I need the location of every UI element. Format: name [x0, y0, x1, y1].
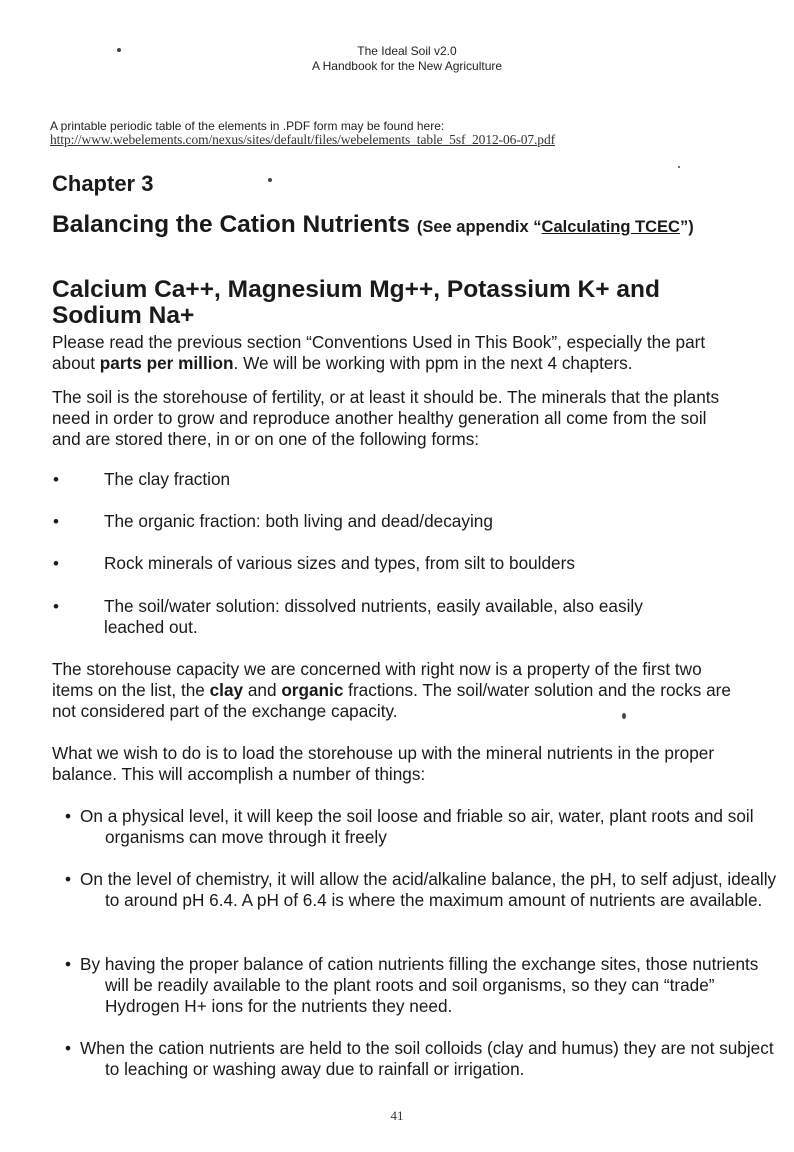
appendix-reference — [417, 218, 694, 236]
bullet-point: • — [53, 554, 59, 573]
benefit-text: On the level of chemistry, it will allow the acid/alkaline balance, the pH, to self adjust, ideally to around pH 6.4. A pH of 6.4 is where the maximum amount of nutrients are available. — [80, 869, 777, 910]
form-item-rock: Rock minerals of various sizes and types, from silt to boulders — [104, 553, 575, 573]
capacity-bold-clay: clay — [209, 680, 244, 700]
periodic-table-note — [50, 119, 555, 147]
scan-speck — [268, 178, 272, 182]
benefit-item-balance — [52, 954, 785, 1017]
bullet-point: • — [53, 597, 59, 616]
periodic-table-link[interactable]: http://www.webelements.com/nexus/sites/default/files/webelements_table_5sf_2012-06-07.pdf — [50, 132, 555, 147]
appendix-link[interactable]: Calculating TCEC — [541, 218, 680, 236]
capacity-text-start: The storehouse capacity we are concerned with right now is a property of the first two items on the list, the — [52, 659, 702, 700]
header-title: The Ideal Soil v2.0 — [357, 44, 457, 58]
benefit-text: When the cation nutrients are held to the soil colloids (clay and humus) they are not subject to leaching or washing away due to rainfall or irrigation. — [80, 1038, 774, 1079]
wish-paragraph: What we wish to do is to load the storehouse up with the mineral nutrients in the proper balance. This will accomplish a number of things: — [52, 743, 715, 784]
intro-bold: parts per million — [99, 353, 234, 373]
section-title-main: Balancing the Cation Nutrients — [52, 211, 411, 238]
subsection-title: Calcium Ca++, Magnesium Mg++, Potassium K+ and Sodium Na+ — [52, 276, 660, 329]
capacity-text-mid: and — [243, 680, 282, 700]
benefit-item-leaching — [52, 1038, 785, 1080]
bullet-point: • — [65, 954, 72, 974]
benefit-item-chemistry — [52, 869, 785, 911]
page-number: 41 — [390, 1108, 404, 1123]
capacity-text-end: fractions. The soil/water solution and the rocks are not considered part of the exchange capacity. — [52, 680, 731, 721]
intro-paragraph — [52, 332, 732, 374]
periodic-table-text: A printable periodic table of the elements in .PDF form may be found here: — [50, 119, 445, 133]
bullet-point: • — [65, 1038, 72, 1058]
scan-speck — [622, 713, 626, 719]
intro-text-start: Please read the previous section “Conventions Used in This Book”, especially the part about — [52, 332, 706, 373]
appendix-ref-open: (See appendix “ — [416, 218, 542, 236]
storehouse-paragraph: The soil is the storehouse of fertility, or at least it should be. The minerals that the plants need in order to grow and reproduce another healthy generation all come from the soil and are stored there, in or on one of the following forms: — [52, 387, 720, 449]
bullet-point: • — [65, 806, 72, 826]
bullet-point: • — [65, 869, 72, 889]
benefit-text: By having the proper balance of cation nutrients filling the exchange sites, those nutrients will be readily available to the plant roots and soil organisms, so they can “trade” Hydrogen H+ ions for the nutrients they need. — [80, 954, 759, 1016]
bullet-point: • — [53, 470, 59, 489]
benefit-item-physical — [52, 806, 785, 848]
form-item-solution: The soil/water solution: dissolved nutrients, easily available, also easily leached out. — [104, 596, 643, 637]
capacity-paragraph — [52, 659, 732, 722]
form-item-clay: The clay fraction — [104, 469, 231, 489]
chapter-heading: Chapter 3 — [52, 171, 154, 196]
capacity-bold-organic: organic — [281, 680, 344, 700]
bullet-point: • — [53, 512, 59, 531]
appendix-ref-close: ”) — [679, 218, 694, 236]
scan-speck — [678, 166, 680, 168]
header-subtitle: A Handbook for the New Agriculture — [311, 59, 503, 73]
benefit-text: On a physical level, it will keep the soil loose and friable so air, water, plant roots and soil organisms can move through it freely — [80, 806, 754, 847]
scan-speck — [117, 48, 121, 52]
intro-text-end: . We will be working with ppm in the next 4 chapters. — [233, 353, 633, 373]
section-title — [52, 212, 752, 240]
form-item-organic: The organic fraction: both living and dead/decaying — [104, 511, 493, 531]
